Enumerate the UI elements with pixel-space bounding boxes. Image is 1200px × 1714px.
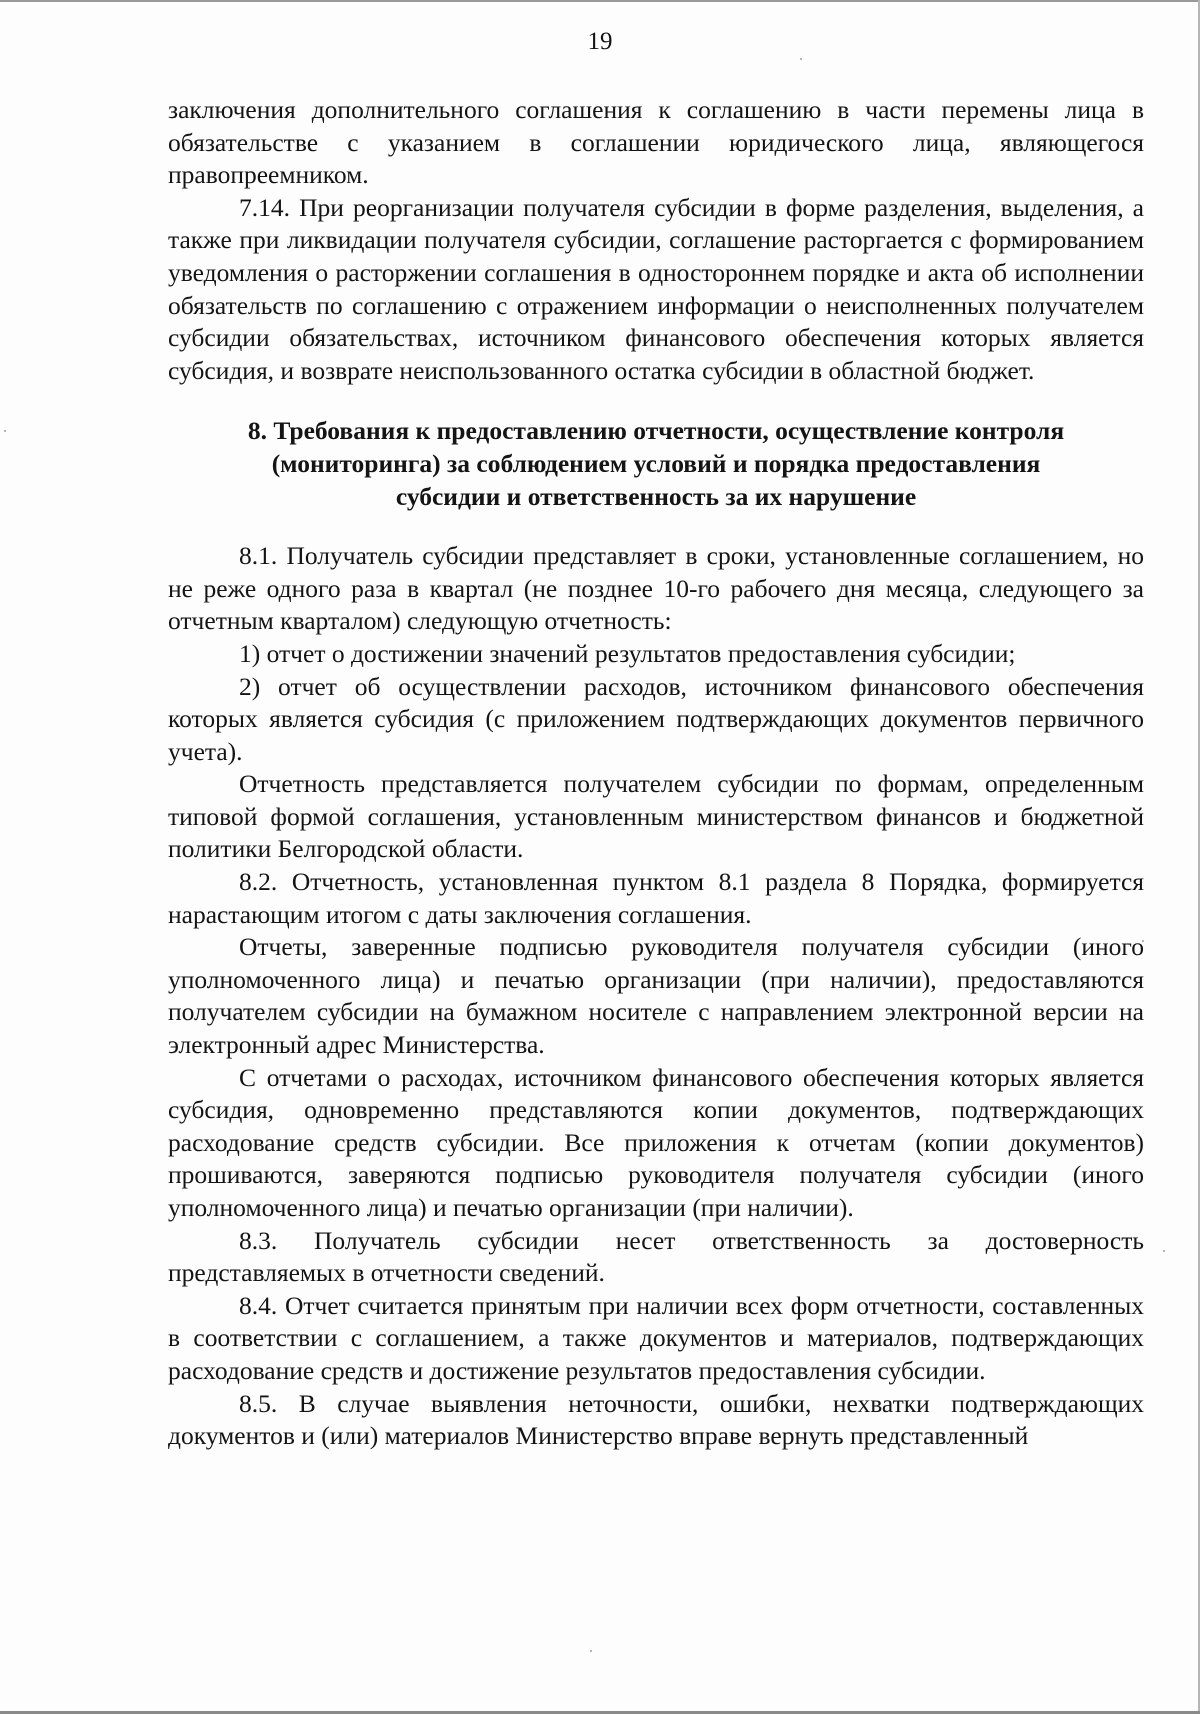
paragraph: 1) отчет о достижении значений результатов предоставления субсидии; [239, 638, 1016, 668]
paragraphs-after-heading [168, 540, 1144, 1453]
scan-edge-top [0, 0, 1200, 2]
page-number: 19 [587, 28, 613, 55]
paragraph: Отчеты, заверенные подписью руководителя получателя субсидии (иного уполномоченного лица) и печатью организации (при наличии), предоставляются получателем субсидии на бумажном носителе с направлением электронной версии на электронный адрес Министерства. [168, 932, 1144, 1060]
paragraph: 8.5. В случае выявления неточности, ошибки, нехватки подтверждающих документов и (или) материалов Министерство вправе вернуть представленный [168, 1388, 1144, 1451]
paragraph: 8.4. Отчет считается принятым при наличии всех форм отчетности, составленных в соответствии с соглашением, а также документов и материалов, подтверждающих расходование средств и достижение результатов предоставления субсидии. [168, 1290, 1144, 1385]
scan-speck [1163, 1250, 1165, 1252]
paragraph: С отчетами о расходах, источником финансового обеспечения которых является субсидия, одновременно представляются копии документов, подтверждающих расходование средств субсидии. Все приложения к отчетам (копии документов) прошиваются, заверяются подписью руководителя получателя субсидии (иного уполномоченного лица) и печатью организации (при наличии). [168, 1062, 1144, 1222]
section-heading: 8. Требования к предоставлению отчетности, осуществление контроля (мониторинга) за соблюдением условий и порядка предоставления субсидии и ответственность за их нарушение [247, 416, 1065, 511]
paragraph: 7.14. При реорганизации получателя субсидии в форме разделения, выделения, а также при ликвидации получателя субсидии, соглашение расторгается с формированием уведомления о расторжении соглашения в одностороннем порядке и акта об исполнении обязательств по соглашению с отражением информации о неисполненных получателем субсидии обязательствах, источником финансового обеспечения которых является субсидия, и возврате неиспользованного остатка субсидии в областной бюджет. [168, 192, 1144, 385]
paragraph: 8.3. Получатель субсидии несет ответственность за достоверность представляемых в отчетности сведений. [168, 1225, 1144, 1288]
scan-speck [800, 58, 802, 60]
paragraph: Отчетность представляется получателем субсидии по формам, определенным типовой формой соглашения, установленным министерством финансов и бюджетной политики Белгородской области. [168, 769, 1144, 864]
paragraphs-before-heading [168, 94, 1144, 387]
scan-speck [4, 430, 6, 432]
paragraph: 2) отчет об осуществлении расходов, источником финансового обеспечения которых является субсидия (с приложением подтверждающих документов первичного учета). [168, 671, 1144, 766]
document-body [168, 94, 1144, 1453]
paragraph: 8.2. Отчетность, установленная пунктом 8.1 раздела 8 Порядка, формируется нарастающим итогом с даты заключения соглашения. [168, 867, 1144, 929]
paragraph: 8.1. Получатель субсидии представляет в сроки, установленные соглашением, но не реже одного раза в квартал (не позднее 10-го рабочего дня месяца, следующего за отчетным кварталом) следующую отчетность: [168, 541, 1144, 636]
scan-speck [590, 1650, 592, 1652]
paragraph: заключения дополнительного соглашения к соглашению в части перемены лица в обязательстве с указанием в соглашении юридического лица, являющегося правопреемником. [168, 95, 1144, 190]
